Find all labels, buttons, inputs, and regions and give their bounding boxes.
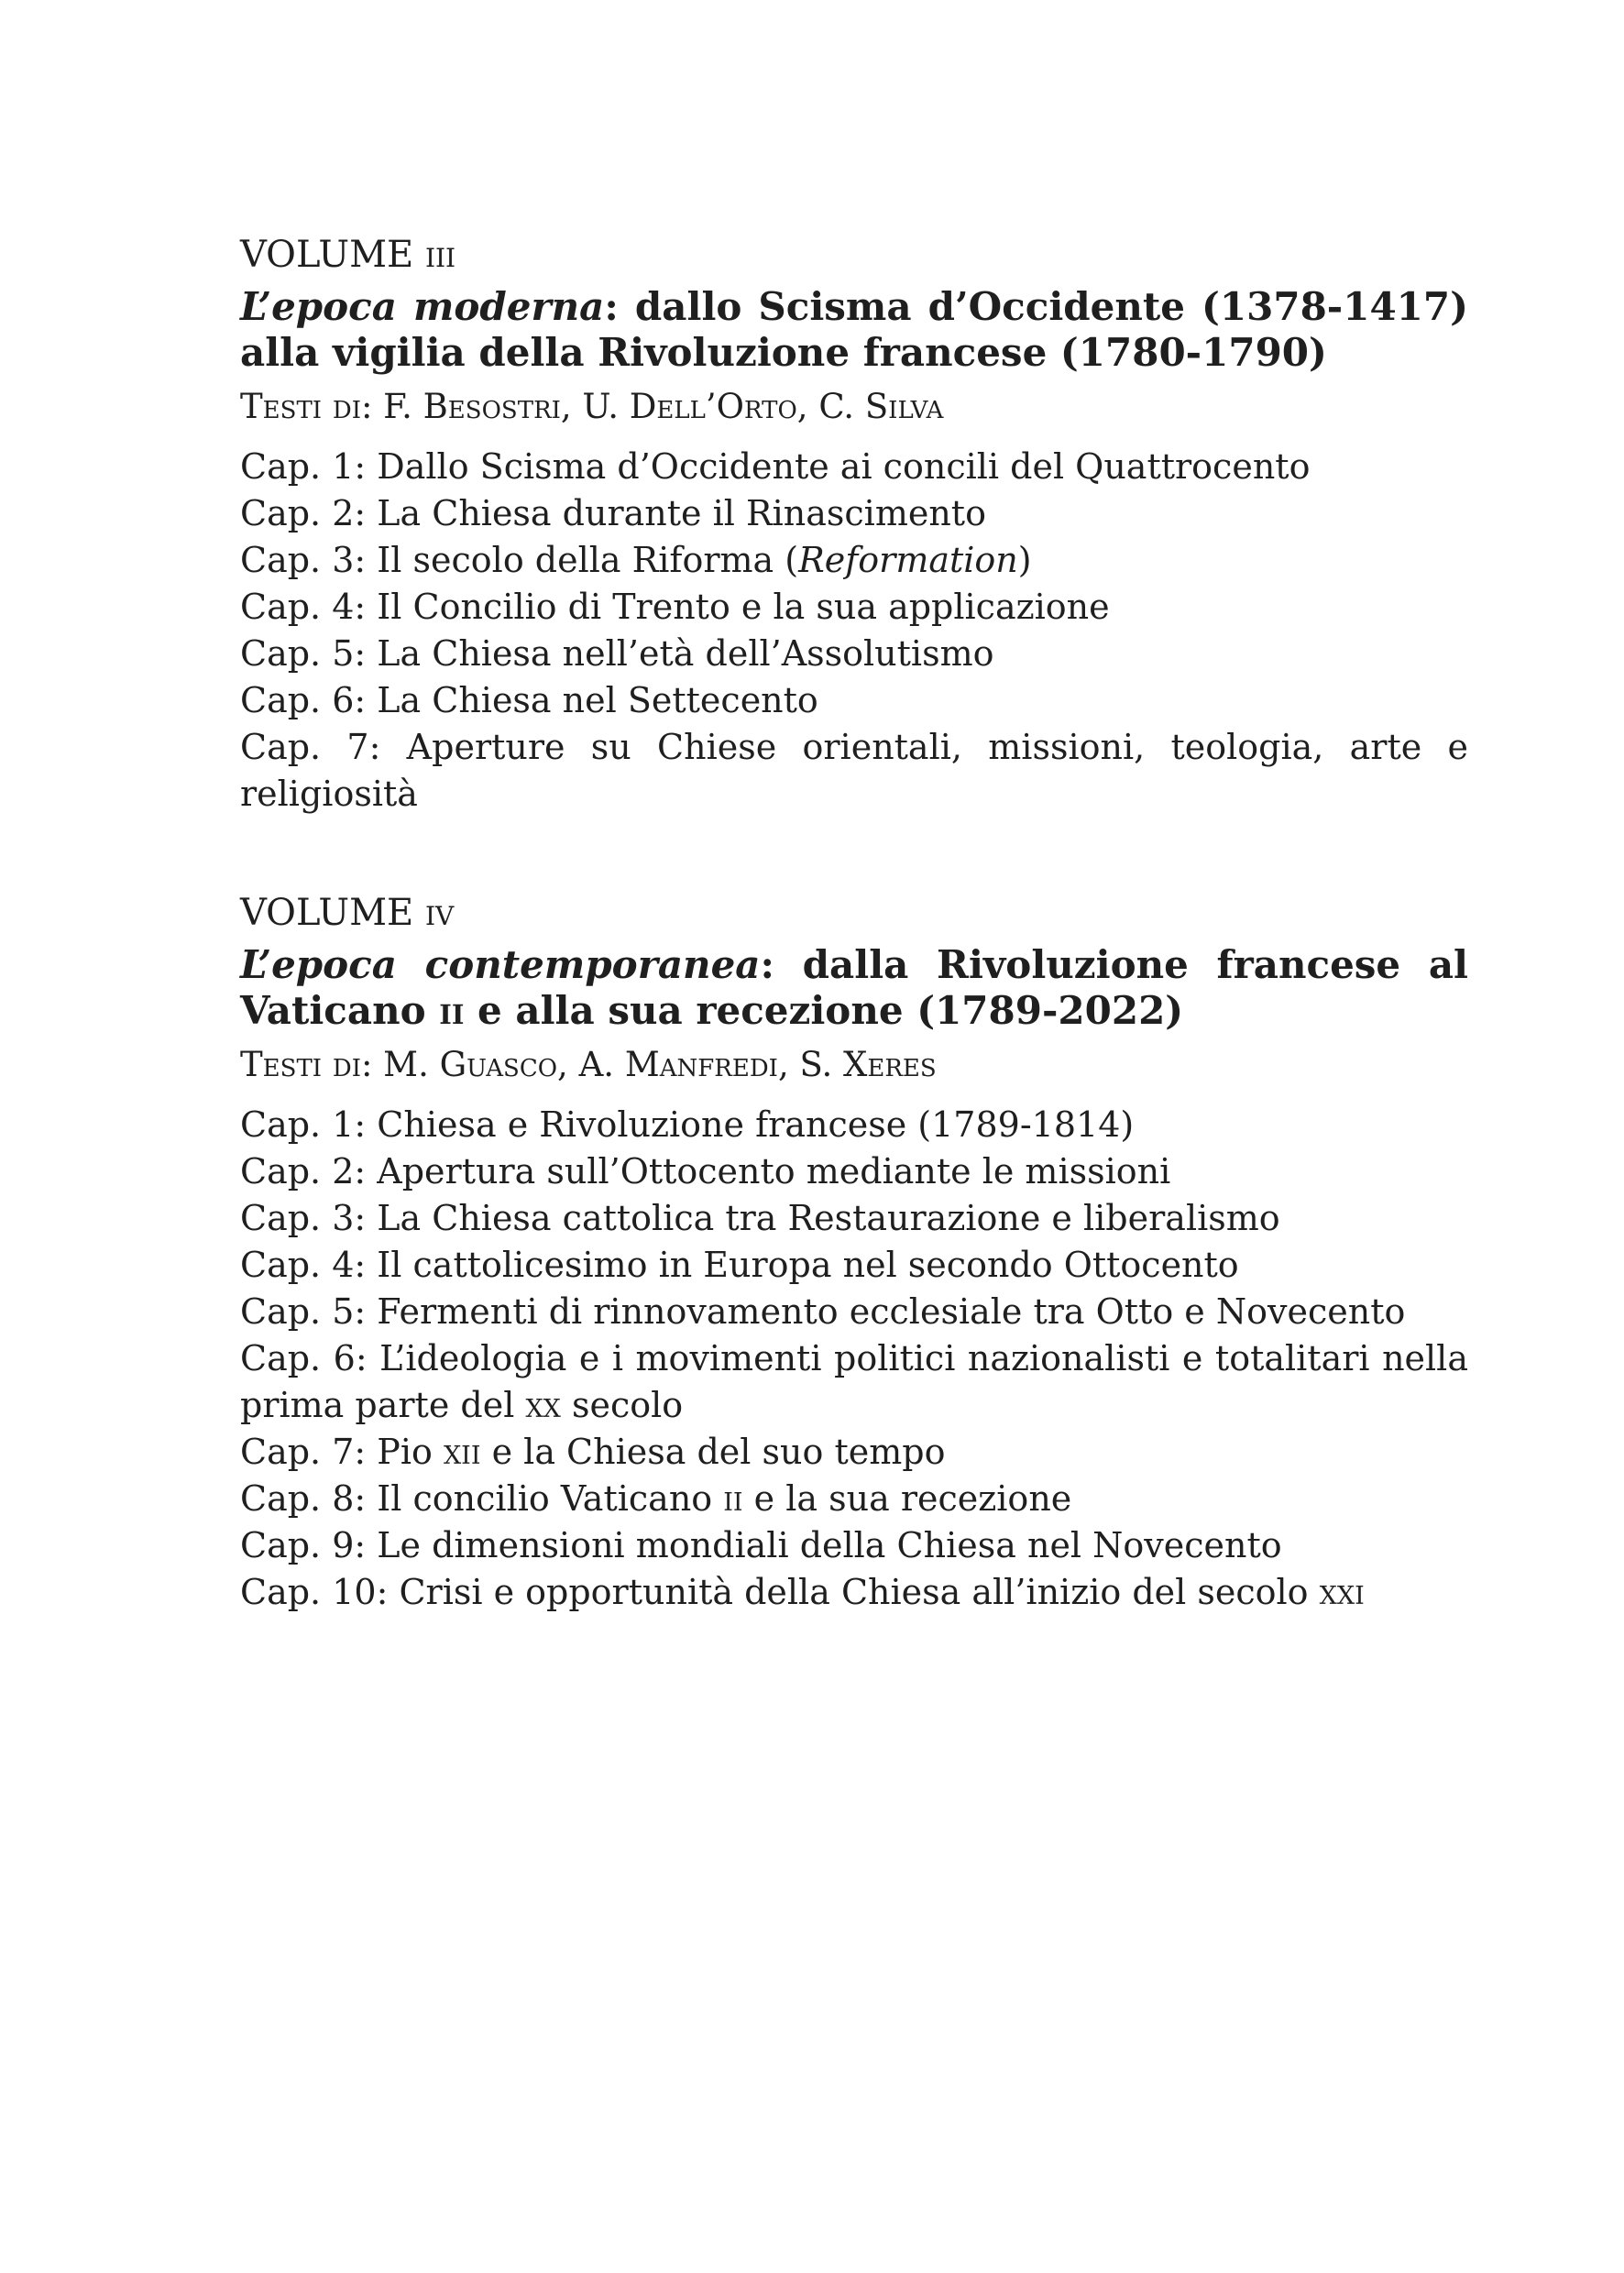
volume-label-word: VOLUME: [240, 892, 414, 934]
volume-numeral: iii: [424, 234, 456, 276]
volume-authors: Testi di: F. Besostri, U. Dell’Orto, C. Silva: [240, 387, 944, 426]
volume-authors: Testi di: M. Guasco, A. Manfredi, S. Xeres: [240, 1045, 937, 1084]
volume-4-section: [240, 889, 1468, 1616]
volume-title-italic: L’epoca contemporanea: [240, 942, 761, 987]
chapter-text-end: e la sua recezione: [742, 1478, 1072, 1519]
volume-3-section: [240, 231, 1468, 818]
volume-numeral: iv: [424, 892, 455, 934]
volume-title-numeral: ii: [439, 988, 465, 1033]
chapter-text-end: secolo: [560, 1385, 684, 1425]
chapter-item: [240, 1569, 1468, 1616]
volume-title-rest: : dallo Scisma d’Occidente (1378-1417) alla vigilia della Rivoluzione francese (1780-1790): [240, 284, 1468, 375]
chapter-item: [240, 537, 1468, 584]
chapter-text-end: e la Chiesa del suo tempo: [480, 1432, 946, 1472]
chapter-text: Cap. 6: L’ideologia e i movimenti politici nazionalisti e totalitari nella prima parte del: [240, 1338, 1468, 1425]
volume-title: [240, 284, 1468, 376]
volume-label: [240, 889, 1468, 937]
chapter-text: Cap. 3: Il secolo della Riforma (: [240, 540, 799, 580]
century-numeral: xx: [525, 1385, 561, 1425]
council-numeral: ii: [723, 1478, 743, 1519]
chapter-item: Cap. 4: Il cattolicesimo in Europa nel secondo Ottocento: [240, 1245, 1239, 1285]
chapter-item: Cap. 5: La Chiesa nell’età dell’Assolutismo: [240, 633, 994, 674]
volume-title-rest: : dalla Rivoluzione francese al Vaticano: [240, 942, 1468, 1033]
chapter-item: Cap. 2: La Chiesa durante il Rinascimento: [240, 493, 986, 533]
chapter-item: Cap. 3: La Chiesa cattolica tra Restaurazione e liberalismo: [240, 1198, 1280, 1238]
volume-title: [240, 942, 1468, 1034]
chapter-italic-term: Reformation: [798, 540, 1018, 580]
document-page: [240, 231, 1468, 1616]
chapter-item: Cap. 9: Le dimensioni mondiali della Chiesa nel Novecento: [240, 1525, 1282, 1565]
chapter-list: [240, 444, 1468, 818]
volume-title-italic: L’epoca moderna: [240, 284, 605, 329]
chapter-item: [240, 1335, 1468, 1429]
chapter-item: Cap. 6: La Chiesa nel Settecento: [240, 680, 818, 720]
volume-label: [240, 231, 1468, 279]
chapter-item: Cap. 2: Apertura sull’Ottocento mediante le missioni: [240, 1151, 1171, 1191]
volume-label-word: VOLUME: [240, 234, 414, 276]
pope-numeral: xii: [443, 1432, 481, 1472]
chapter-text: Cap. 10: Crisi e opportunità della Chiesa all’inizio del secolo: [240, 1572, 1320, 1612]
chapter-text: Cap. 7: Pio: [240, 1432, 444, 1472]
chapter-text-end: ): [1017, 540, 1032, 580]
chapter-item: Cap. 1: Chiesa e Rivoluzione francese (1789-1814): [240, 1104, 1135, 1145]
chapter-item: [240, 1429, 1468, 1476]
chapter-item: [240, 1476, 1468, 1522]
chapter-item: Cap. 5: Fermenti di rinnovamento ecclesiale tra Otto e Novecento: [240, 1291, 1406, 1332]
chapter-item: Cap. 1: Dallo Scisma d’Occidente ai concili del Quattrocento: [240, 446, 1311, 487]
chapter-item: Cap. 4: Il Concilio di Trento e la sua applicazione: [240, 587, 1110, 627]
chapter-text: Cap. 8: Il concilio Vaticano: [240, 1478, 724, 1519]
chapter-item: Cap. 7: Aperture su Chiese orientali, missioni, teologia, arte e religiosità: [240, 727, 1468, 814]
volume-title-rest-end: e alla sua recezione (1789-2022): [464, 988, 1184, 1033]
century-numeral: xxi: [1319, 1572, 1365, 1612]
chapter-list: [240, 1102, 1468, 1616]
